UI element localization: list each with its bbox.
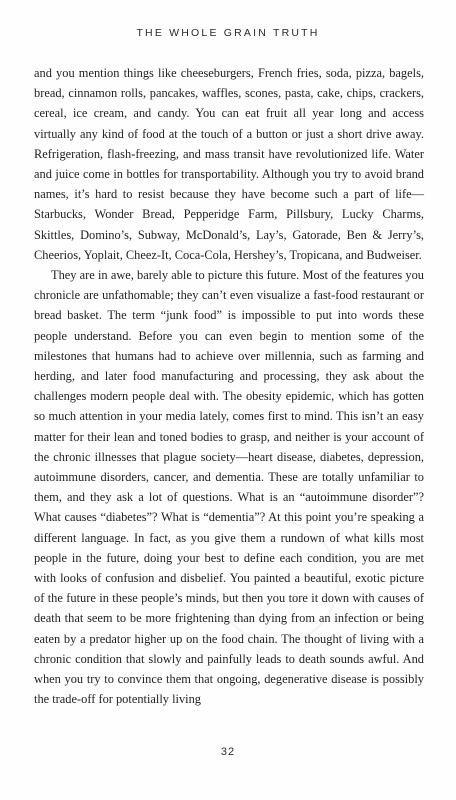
paragraph-1: and you mention things like cheeseburgers, French fries, soda, pizza, bagels, bread, cinnamon rolls, pancakes, waffles, scones, pasta, cake, chips, crackers, cereal, ice cream, and candy. You can eat fruit all year long and access virtually any kind of food at the touch of a button or just a short drive away. Refrigeration, flash-freezing, and mass transit have revolutionized life. Water and juice come in bottles for transportability. Although you try to avoid brand names, it’s hard to resist because they have become such a part of life—Starbucks, Wonder Bread, Pepperidge Farm, Pillsbury, Lucky Charms, Skittles, Domino’s, Subway, McDonald’s, Lay’s, Gatorade, Ben & Jerry’s, Cheerios, Yoplait, Cheez-It, Coca-Cola, Hershey’s, Tropicana, and Budweiser. (34, 66, 424, 262)
running-head: THE WHOLE GRAIN TRUTH (136, 27, 320, 39)
paragraph-2: They are in awe, barely able to picture this future. Most of the features you chronicle are unfathomable; they can’t even visualize a fast-food restaurant or bread basket. The term “junk food” is impossible to put into words these people understand. Before you can even begin to mention some of the milestones that humans had to achieve over millennia, such as farming and herding, and later food manufacturing and processing, they ask about the challenges modern people deal with. The obesity epidemic, which has gotten so much attention in your media lately, comes first to mind. This isn’t an easy matter for their lean and toned bodies to grasp, and neither is your account of the chronic illnesses that plague society—heart disease, diabetes, depression, autoimmune disorders, cancer, and dementia. These are totally unfamiliar to them, and they ask a lot of questions. What is an “autoimmune disorder”? What causes “diabetes”? What is “dementia”? At this point you’re speaking a different language. In fact, as you give them a rundown of what kills most people in the future, doing your best to define each condition, you are met with looks of confusion and disbelief. You painted a beautiful, exotic picture of the future in these people’s minds, but then you tore it down with causes of death that seem to be more frightening than dying from an infection or being eaten by a predator higher up on the food chain. The thought of living with a chronic condition that slowly and painfully leads to death sounds awful. And when you try to convince them that ongoing, degenerative disease is possibly the trade-off for potentially living (34, 268, 424, 707)
page-number: 32 (220, 746, 236, 758)
body-text (34, 63, 424, 710)
